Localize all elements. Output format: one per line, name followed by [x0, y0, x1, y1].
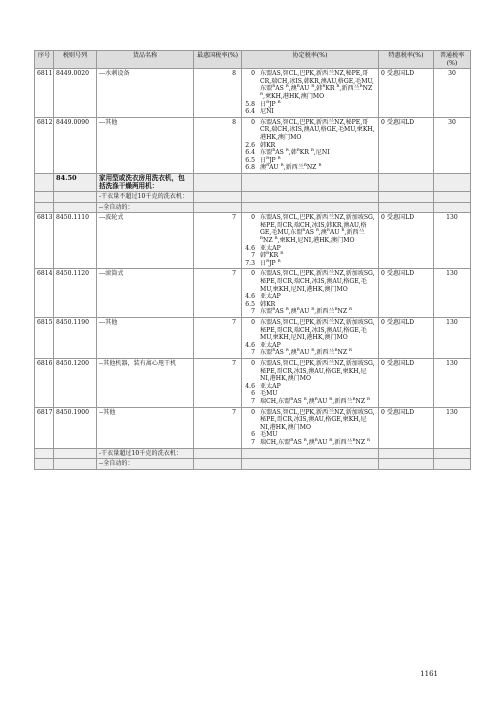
agreement-partners: 亚太AP	[260, 341, 281, 349]
table-cell-empty	[194, 202, 242, 213]
agreement-partners: 毛MU	[260, 431, 278, 439]
agreement-rate-line	[244, 409, 376, 432]
agreement-rate-line	[244, 293, 376, 301]
general-rate: 30	[434, 117, 471, 173]
agreement-rate: 6	[251, 431, 255, 439]
agreement-rate: 7.3	[245, 259, 255, 267]
table-cell-code	[54, 459, 97, 470]
table-cell-no	[35, 202, 54, 213]
agreement-partners: 澳$^R$AU $^R$,新西兰$^R$NZ $^R$	[260, 162, 322, 172]
agreement-rate-line	[244, 149, 376, 157]
mfn-rate: 8	[194, 69, 242, 118]
agreement-rate: 7	[251, 397, 255, 405]
agreement-rate-line	[244, 395, 376, 406]
general-rate: 130	[434, 213, 471, 269]
subheading-name: -干衣量不超过10千克的洗衣机：	[97, 192, 194, 203]
subheading-name: --全自动的：	[97, 459, 194, 470]
agreement-rate-line	[244, 308, 376, 316]
special-rate: 0 受惠国LD	[379, 407, 434, 448]
agreement-rate: 0	[251, 270, 255, 278]
agreement-rate: 7	[251, 252, 255, 260]
agreement-rate-line	[244, 257, 376, 268]
agreement-partners: 亚太AP	[260, 244, 281, 252]
mfn-rate: 7	[194, 407, 242, 448]
mfn-rate: 7	[194, 269, 242, 318]
tariff-code: 8450.1200	[54, 358, 97, 407]
general-rate: 30	[434, 69, 471, 118]
heading-code: 84.50	[54, 173, 97, 191]
agreement-rate-line	[244, 436, 376, 447]
agreement-rate: 0	[251, 359, 255, 367]
table-body	[35, 69, 471, 470]
table-cell-empty	[434, 202, 471, 213]
agreement-partners: 韩KR	[260, 141, 276, 149]
agreement-rate: 0	[251, 70, 255, 78]
table-cell-empty	[434, 192, 471, 203]
table-cell-no	[35, 459, 54, 470]
agreement-partners: 韩$^R$KR $^R$	[260, 250, 284, 260]
table-cell-empty	[379, 448, 434, 459]
agreement-rate: 7	[251, 308, 255, 316]
general-rate: 130	[434, 318, 471, 359]
agreement-rate-line	[244, 70, 376, 100]
table-cell-empty	[434, 459, 471, 470]
goods-name: ---水刺设备	[97, 69, 194, 118]
table-row	[35, 358, 471, 407]
agreement-rate-line	[244, 119, 376, 142]
agreement-partners: 东盟AS,智CL,巴PK,新西兰NZ,新加坡SG,秘PE,哥CR,瑞CH,冰IS,韩KR,澳AU,格GE,毛MU,东盟$^R$AS $^R$,澳$^R$AU $^R$,新西兰$^R$NZ $^R$,柬KH,尼NI,港HK,澳门MO	[260, 214, 375, 245]
agreement-rate-line	[244, 214, 376, 244]
table-cell-empty	[379, 202, 434, 213]
agreement-rate: 0	[251, 408, 255, 416]
table-row	[35, 318, 471, 359]
subheading-row	[35, 448, 471, 459]
special-rate: 0 受惠国LD	[379, 358, 434, 407]
agreement-rate: 0	[251, 319, 255, 326]
table-cell-empty	[379, 459, 434, 470]
agreement-partners: 亚太AP	[260, 293, 281, 301]
special-rate: 0 受惠国LD	[379, 213, 434, 269]
agreement-partners: 瑞CH,东盟$^R$AS $^R$,澳$^R$AU $^R$,新西兰$^R$NZ $^R$	[260, 436, 371, 446]
agreement-rates	[242, 407, 379, 448]
agreement-partners: 日$^R$JP $^R$	[260, 98, 281, 108]
table-cell-empty	[242, 202, 379, 213]
agreement-rate-line	[244, 390, 376, 398]
agreement-rate: 6.4	[245, 149, 255, 157]
agreement-rate: 4.6	[245, 341, 255, 349]
agreement-partners: 东盟AS,智CL,巴PK,新西兰NZ,秘PE,哥CR,瑞CH,冰IS,澳AU,格GE,毛MU,柬KH,港HK,澳门MO	[260, 118, 375, 141]
tariff-code: 8450.1900	[54, 407, 97, 448]
tariff-table	[34, 50, 471, 470]
agreement-partners: 尼NI	[260, 108, 274, 116]
special-rate: 0 受惠国LD	[379, 318, 434, 359]
heading-row	[35, 173, 471, 191]
table-cell-code	[54, 448, 97, 459]
agreement-rate: 6.4	[245, 108, 255, 116]
agreement-rate-line	[244, 431, 376, 439]
mfn-rate: 8	[194, 117, 242, 173]
table-cell-code	[54, 202, 97, 213]
table-cell-empty	[379, 173, 434, 191]
agreement-partners: 瑞CH,东盟$^R$AS $^R$,澳$^R$AU $^R$,新西兰$^R$NZ $^R$	[260, 395, 371, 405]
table-cell-no	[35, 173, 54, 191]
serial-number: 6817	[35, 407, 54, 448]
agreement-partners: 毛MU	[260, 390, 278, 398]
agreement-rates	[242, 69, 379, 118]
agreement-partners: 东盟$^R$AS $^R$,澳$^R$AU $^R$,新西兰$^R$NZ $^R$	[260, 347, 353, 357]
agreement-rates	[242, 213, 379, 269]
serial-number: 6812	[35, 117, 54, 173]
col-header-general: 普通税率(%)	[434, 51, 471, 69]
agreement-partners: 韩KR	[260, 300, 276, 308]
tariff-page	[34, 50, 470, 470]
agreement-rate-line	[244, 252, 376, 260]
agreement-rate: 2.6	[245, 141, 255, 149]
col-header-pref: 协定税率(%)	[242, 51, 379, 69]
serial-number: 6814	[35, 269, 54, 318]
col-header-code: 税则号列	[54, 51, 97, 69]
agreement-rates	[242, 269, 379, 318]
tariff-code: 8449.0020	[54, 69, 97, 118]
page-number: 1161	[420, 670, 438, 678]
table-cell-empty	[194, 173, 242, 191]
table-cell-empty	[434, 448, 471, 459]
agreement-partners: 东盟AS,智CL,巴PK,新西兰NZ,新加坡SG,秘PE,哥CR,瑞CH,冰IS,澳AU,格GE,毛MU,柬KH,尼NI,港HK,澳门MO	[260, 319, 375, 342]
agreement-rate: 6.5	[245, 156, 255, 164]
agreement-rate: 7	[251, 349, 255, 357]
goods-name: ---滚筒式	[97, 269, 194, 318]
table-cell-empty	[194, 459, 242, 470]
goods-name: ---其他	[97, 117, 194, 173]
agreement-partners: 东盟$^R$AS $^R$,韩$^R$KR $^R$,尼NI	[260, 147, 330, 157]
general-rate: 130	[434, 358, 471, 407]
agreement-rate: 0	[251, 214, 255, 222]
header-row	[35, 51, 471, 69]
table-row	[35, 213, 471, 269]
agreement-partners: 日$^R$JP $^R$	[260, 257, 281, 267]
table-row	[35, 269, 471, 318]
table-cell-no	[35, 448, 54, 459]
agreement-rate: 6.8	[245, 164, 255, 172]
table-row	[35, 69, 471, 118]
special-rate: 0 受惠国LD	[379, 117, 434, 173]
mfn-rate: 7	[194, 358, 242, 407]
agreement-partners: 东盟AS,智CL,巴PK,新西兰NZ,新加坡SG,秘PE,哥CR,瑞CH,冰IS,澳AU,格GE,毛MU,柬KH,尼NI,港HK,澳门MO	[260, 270, 375, 293]
serial-number: 6813	[35, 213, 54, 269]
subheading-row	[35, 202, 471, 213]
col-header-no: 序号	[35, 51, 54, 69]
agreement-partners: 东盟AS,智CL,巴PK,新西兰NZ,新加坡SG,秘PE,哥CR,冰IS,澳AU,格GE,柬KH,尼NI,港HK,澳门MO	[260, 359, 375, 383]
mfn-rate: 7	[194, 318, 242, 359]
heading-name: 家用型或洗衣房用洗衣机，包括洗涤干燥两用机：	[97, 173, 194, 191]
general-rate: 130	[434, 269, 471, 318]
agreement-rate: 4.6	[245, 293, 255, 301]
agreement-rates	[242, 117, 379, 173]
agreement-rate: 4.6	[245, 382, 255, 390]
agreement-rate-line	[244, 319, 376, 342]
agreement-partners: 日$^R$JP $^R$	[260, 154, 281, 164]
table-row	[35, 117, 471, 173]
agreement-rates	[242, 358, 379, 407]
serial-number: 6811	[35, 69, 54, 118]
serial-number: 6815	[35, 318, 54, 359]
agreement-rate: 0	[251, 118, 255, 126]
agreement-rate: 7	[251, 438, 255, 446]
table-cell-no	[35, 192, 54, 203]
col-header-mfn: 最惠国税率(%)	[194, 51, 242, 69]
agreement-rate: 5.8	[245, 100, 255, 108]
special-rate: 0 受惠国LD	[379, 69, 434, 118]
tariff-code: 8450.1110	[54, 213, 97, 269]
agreement-partners: 东盟AS,智CL,巴PK,新西兰NZ,新加坡SG,秘PE,哥CR,冰IS,澳AU,格GE,柬KH,尼NI,港HK,澳门MO	[260, 408, 375, 431]
agreement-rate-line	[244, 270, 376, 293]
agreement-rate: 6.5	[245, 300, 255, 308]
mfn-rate: 7	[194, 213, 242, 269]
agreement-rates	[242, 318, 379, 359]
special-rate: 0 受惠国LD	[379, 269, 434, 318]
subheading-row	[35, 192, 471, 203]
table-cell-empty	[242, 448, 379, 459]
goods-name: --其他机器，装有离心甩干机	[97, 358, 194, 407]
tariff-code: 8449.0090	[54, 117, 97, 173]
subheading-name: --全自动的：	[97, 202, 194, 213]
agreement-partners: 东盟$^R$AS $^R$,澳$^R$AU $^R$,新西兰$^R$NZ $^R$	[260, 306, 353, 316]
serial-number: 6816	[35, 358, 54, 407]
table-cell-empty	[434, 173, 471, 191]
subheading-row	[35, 459, 471, 470]
goods-name: ---其他	[97, 318, 194, 359]
general-rate: 130	[434, 407, 471, 448]
table-cell-empty	[379, 192, 434, 203]
table-cell-empty	[242, 173, 379, 191]
agreement-rate-line	[244, 360, 376, 383]
table-cell-empty	[194, 192, 242, 203]
table-cell-code	[54, 192, 97, 203]
col-header-name: 货品名称	[97, 51, 194, 69]
agreement-partners: 东盟AS,智CL,巴PK,新西兰NZ,秘PE,哥CR,瑞CH,冰IS,韩KR,澳AU,格GE,毛MU,东盟$^R$AS $^R$,澳$^R$AU $^R$,韩$^R$KR $^R$,新西兰$^R$NZ $^R$,柬KH,港HK,澳门MO	[260, 70, 374, 100]
agreement-rate-line	[244, 164, 376, 172]
agreement-partners: 亚太AP	[260, 382, 281, 390]
tariff-code: 8450.1120	[54, 269, 97, 318]
goods-name: --其他	[97, 407, 194, 448]
agreement-rate: 6	[251, 390, 255, 398]
table-row	[35, 407, 471, 448]
col-header-special: 特惠税率(%)	[379, 51, 434, 69]
agreement-rate-line	[244, 108, 376, 116]
goods-name: ---波轮式	[97, 213, 194, 269]
table-cell-empty	[242, 459, 379, 470]
agreement-rate: 4.6	[245, 244, 255, 252]
table-cell-empty	[242, 192, 379, 203]
agreement-rate-line	[244, 349, 376, 357]
tariff-code: 8450.1190	[54, 318, 97, 359]
subheading-name: -干衣量超过10千克的洗衣机：	[97, 448, 194, 459]
table-cell-empty	[194, 448, 242, 459]
